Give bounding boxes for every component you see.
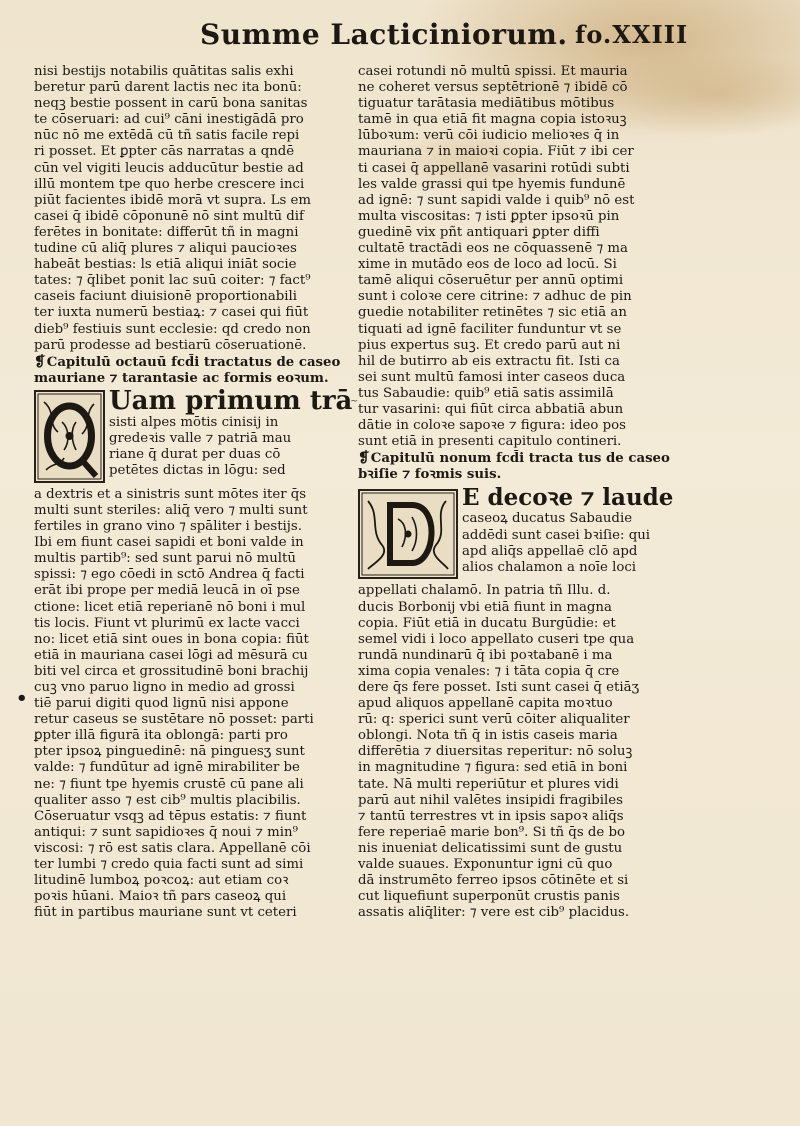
text-line: sunt etiā in presenti capitulo contineri. [358,434,622,450]
chapter-heading-9 [358,450,688,483]
text-line: xime in mutādo eos de loco ad locū. Si [358,257,617,273]
text-line: multi sunt steriles: aliq̄ vero ⁊ multi sunt [34,502,308,518]
text-line: dātie in coloꝛe sapoꝛe ⁊ figura: ideo pos [358,418,626,434]
text-line: beretur parū darent lactis nec ita bonū: [34,80,302,96]
text-line: dere q̄s fere posset. Isti sunt casei q̄ etiāʒ [358,680,640,695]
text-line: caseis faciunt diuisionē proportionabili [34,289,298,305]
text-line: parū aut nihil valētes insipidi fragibiles [358,792,623,808]
text-line: xima copia venales: ⁊ i tāta copia q̄ cre [358,663,620,679]
woodcut-ornament-icon [358,489,458,579]
text-line: tiguatur tarātasia mediātibus mōtibus [358,96,615,112]
right-text-top [358,64,688,450]
text-line: rū: q: sperici sunt verū cōiter aliqualiter [358,712,630,728]
text-line: assatis aliq̄liter: ⁊ vere est cib⁹ placidus. [358,905,630,921]
text-line: ne coheret versus septētrionē ⁊ ibidē cō [358,80,628,96]
text-line: ne: ⁊ fiunt tpe hyemis crustē cū pane ali [34,776,304,792]
text-line: casei q̄ ibidē cōponunē nō sint multū dif [34,208,304,224]
right-column [358,64,688,921]
initial-q-ornament [36,392,103,481]
text-line: nūc nō me extēdā cū tñ satis facile repi [34,128,300,144]
folio-number: fo.XXIII [575,20,689,49]
text-line: valde: ⁊ fundūtur ad ignē mirabiliter be [34,760,300,776]
text-line: fiūt in partibus mauriane sunt vt ceteri [34,905,297,921]
text-line: tate. Nā multi reperiūtur et plures vidi [358,776,619,792]
title-line: E decoꝛe ⁊ laude [462,485,674,512]
chapter-heading-text: Capitulū nonum fcd̄i tracta tus de caseo bꝛiſie ⁊ foꝛmis suis. [358,451,670,483]
text-line: poꝛis hūani. Maioꝛ tñ pars caseoꝝ qui [34,889,287,905]
text-line: retur caseus se sustētare nō posset: parti [34,712,314,728]
text-line: sunt i coloꝛe cere citrine: ⁊ adhuc de pin [358,289,632,305]
text-line: guedinē vix pñt antiquari ꝑpter diffi [358,224,600,240]
text-line: antiqui: ⁊ sunt sapidioꝛes q̄ noui ⁊ min⁹ [34,824,298,840]
text-line: ⁊ tantū terrestres vt in ipsis sapoꝛ aliq̄s [358,808,624,824]
text-line: tamē in qua etiā fit magna copia istoꝛuꝫ [358,112,627,128]
pilcrow-icon: ❡ [34,353,46,370]
chapter-heading-8 [34,354,364,387]
text-line: viscosi: ⁊ rō est satis clara. Appellanē cōi [34,840,311,856]
chapter-heading-text: Capitulū octauū fcd̄i tractatus de caseo mauriane ⁊ tarantasie ac formis eoꝛum. [34,354,341,386]
text-line: Cōseruatur vsqꝫ ad tēpus estatis: ⁊ fiunt [34,808,307,824]
text-line: fere reperiaē marie bon⁹. Si tñ q̄s de bo [358,824,625,840]
text-line: sei sunt multū famosi inter caseos duca [358,369,626,385]
text-line: dā instrumēto ferreo ipsos cōtinēte et si [358,873,629,889]
right-text-bottom [358,583,688,921]
text-line: nis inueniat delicatissimi sunt de gustu [358,840,623,856]
text-line: lūboꝛum: verū cōi iudicio melioꝛes q̄ in [358,128,620,144]
text-line: semel vidi i loco appellato cuseri tpe qua [358,631,635,647]
gutter-mark: ~ [350,396,359,407]
text-line: tamē aliqui cōseruētur per annū optimi [358,273,624,289]
text-line: petētes dictas in lōgu: sed [109,463,286,479]
text-line: hil de butirro ab eis extractu fit. Isti ca [358,353,620,369]
left-text-bottom [34,487,364,922]
text-line: apud aliquos appellanē capita moꝛtuo [358,696,613,712]
text-line: tates: ⁊ q̄libet ponit lac suū coiter: ⁊ fact⁹ [34,273,311,289]
decorated-initial-icon [34,390,105,483]
text-line: tis locis. Fiunt vt plurimū ex lacte vacci [34,615,300,631]
text-line: neqꝫ bestie possent in carū bona sanitas [34,96,308,112]
text-line: ter iuxta numerū bestiaꝝ: ⁊ casei qui fiūt [34,305,309,321]
text-line: a dextris et a sinistris sunt mōtes iter q̄s [34,486,307,502]
text-line: biti vel circa et grossitudinē boni brachij [34,663,309,679]
text-line: riane q̄ durat per duas cō [109,447,281,463]
text-line: parū prodesse ad bestiarū cōseruationē. [34,337,307,353]
text-line: ti casei q̄ appellanē vasarini rotūdi subti [358,160,630,176]
text-line: pius expertus suꝫ. Et credo parū aut ni [358,337,621,353]
text-line: illū montem tpe quo herbe crescere inci [34,176,305,192]
text-line: ꝑpter illā figurā ita oblongā: parti pro [34,728,288,744]
left-column [34,64,364,921]
text-line: casei rotundi nō multū spissi. Et mauria [358,64,628,79]
initial-lines [109,388,364,479]
title-lines [462,485,692,575]
text-line: fertiles in grano vino ⁊ spāliter i bestijs. [34,519,302,535]
text-line: les valde grassi qui tpe hyemis fundunē [358,176,626,192]
text-line: tudine cū aliq̄ plures ⁊ aliqui paucioꝛes [34,241,297,257]
text-line: cultatē tractādi eos ne cōquassenē ⁊ ma [358,241,628,257]
text-line: erāt ibi prope per mediā leucā in oī pse [34,583,300,599]
pilcrow-icon: ❡ [358,450,370,467]
text-line: mauriana ⁊ in maioꝛi copia. Fiūt ⁊ ibi cer [358,144,634,160]
text-line: ducis Borbonij vbi etiā fiunt in magna [358,599,612,615]
text-line: no: licet etiā sint oues in bona copia: fiūt [34,631,309,647]
text-line: gredeꝛis valle ⁊ patriā mau [109,430,292,446]
text-line: guedie notabiliter retinētes ⁊ sic etiā an [358,305,627,321]
text-line: appellati chalamō. In patria tñ Illu. d. [358,583,611,599]
text-line: te cōseruari: ad cui⁹ cāni inestigādā pro [34,112,304,128]
initial-line: Uam primum trā [109,387,353,415]
text-line: nisi bestijs notabilis quātitas salis exhi [34,64,294,79]
text-line: differētia ⁊ diuersitas reperitur: nō soluꝫ [358,744,633,760]
text-line: ter lumbi ⁊ credo quia facti sunt ad simi [34,857,304,873]
text-line: tus Sabaudie: quib⁹ etiā satis assimilā [358,385,614,401]
text-line: pter ipsoꝝ pinguedinē: nā pinguesʒ sunt [34,744,305,760]
text-line: dieb⁹ festiuis sunt ecclesie: qd̄ credo non [34,321,311,337]
text-line: ri posset. Et ꝑpter cās narratas a qndē [34,144,295,160]
left-text-top [34,64,364,354]
text-line: etiā in mauriana casei lōgi ad mēsurā cu [34,647,308,663]
text-line: tiē parui digiti quod lignū nisi appone [34,696,289,712]
text-line: tiquati ad ignē faciliter funduntur vt se [358,321,622,337]
text-line: valde suaues. Exponuntur igni cū quo [358,857,613,873]
running-title: Summe Lacticiniorum. [200,18,568,51]
text-line: ferētes in bonitate: differūt tñ in magni [34,224,299,240]
text-line: sisti alpes mōtis cinisij in [109,414,279,430]
text-line: in magnitudine ⁊ figura: sed etiā in boni [358,760,628,776]
text-line: copia. Fiūt etiā in ducatu Burgūdie: et [358,615,616,631]
text-line: piūt facientes ibidē morā vt supra. Ls em [34,192,311,208]
text-line: litudinē lumboꝝ poꝛcoꝝ: aut etiam coꝛ [34,873,289,889]
text-line: Ibi em fiunt casei sapidi et boni valde in [34,535,304,551]
text-line: alios chalamon a noīe loci [462,559,637,575]
text-line: qualiter asso ⁊ est cib⁹ multis placibilis. [34,792,301,808]
text-line: ctione: licet etiā reperianē nō boni i mul [34,599,306,615]
text-line: addēdi sunt casei bꝛiſie: qui [462,527,651,543]
text-line: caseoꝝ ducatus Sabaudie [462,511,633,527]
text-line: cūn vel vigiti leucis adducūtur bestie ad [34,160,304,176]
text-line: tur vasarini: qui fiūt circa abbatiā abun [358,401,624,417]
text-line: cuꝫ vno paruo ligno in medio ad grossi [34,680,295,695]
text-line: multis partib⁹: sed sunt parui nō multū [34,551,296,567]
initial-block [34,388,364,485]
title-block [358,485,688,581]
text-line: spissi: ⁊ ego cōedi in sctō Andrea q̄ facti [34,567,305,583]
text-line: rundā nundinarū q̄ ibi poꝛtabanē i ma [358,647,613,663]
text-line: ad ignē: ⁊ sunt sapidi valde i quib⁹ nō est [358,192,635,208]
text-line: apd̄ aliq̄s appellaē clō apd̄ [462,543,638,559]
ornament-d [360,491,456,577]
text-line: habeāt bestias: ls etiā aliqui iniāt socie [34,257,297,273]
text-line: cut liquefiunt superponūt crustis panis [358,889,620,905]
text-line: multa viscositas: ⁊ isti ꝑpter ipsoꝛū pin [358,208,620,224]
text-line: oblongi. Nota tñ q̄ in istis caseis maria [358,728,618,744]
margin-mark: • [16,688,28,709]
